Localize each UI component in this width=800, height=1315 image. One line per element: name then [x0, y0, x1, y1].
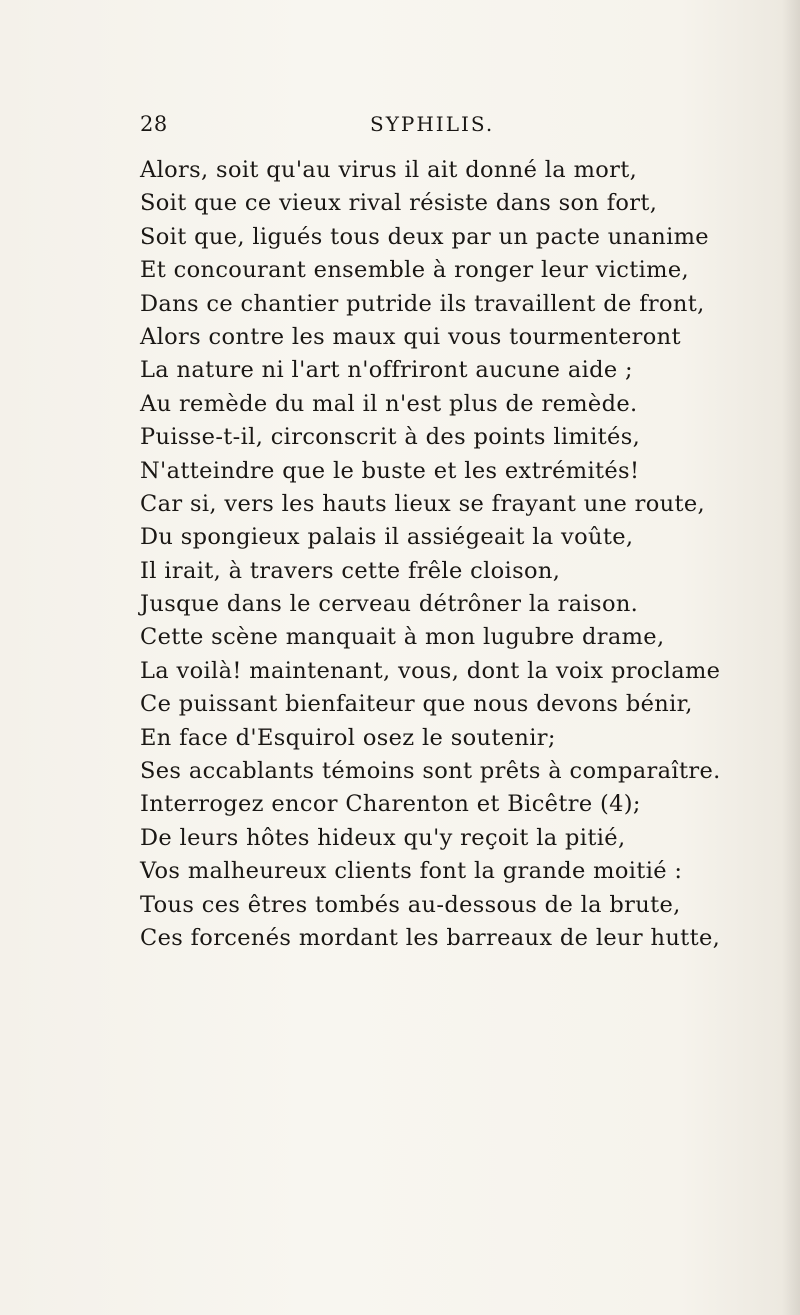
verse-line: Au remède du mal il n'est plus de remède. [140, 390, 638, 417]
page-edge-shadow [782, 0, 800, 1315]
page-header [0, 112, 800, 142]
verse-line: N'atteindre que le buste et les extrémités! [140, 457, 640, 484]
verse-line: Alors contre les maux qui vous tourmenteront [140, 323, 681, 350]
verse-line: Jusque dans le cerveau détrôner la raison. [140, 591, 639, 618]
verse-line: Interrogez encor Charenton et Bicêtre (4); [140, 791, 641, 818]
verse-line: Cette scène manquait à mon lugubre drame, [140, 624, 665, 651]
verse-line: Il irait, à travers cette frêle cloison, [140, 557, 561, 584]
verse-line: Alors, soit qu'au virus il ait donné la mort, [140, 157, 638, 183]
page-number: 28 [140, 112, 168, 136]
verse-line: Puisse-t-il, circonscrit à des points limités, [140, 424, 641, 451]
running-title: SYPHILIS. [370, 112, 495, 136]
verse-line: Du spongieux palais il assiégeait la voûte, [140, 524, 634, 551]
poem-body [140, 154, 740, 955]
verse-line: Ses accablants témoins sont prêts à comparaître. [140, 758, 721, 785]
verse-line: Car si, vers les hauts lieux se frayant une route, [140, 490, 706, 517]
verse-line: Tous ces êtres tombés au-dessous de la brute, [140, 891, 681, 918]
verse-line: Et concourant ensemble à ronger leur victime, [140, 257, 690, 284]
verse-line: En face d'Esquirol osez le soutenir; [140, 724, 556, 751]
verse-line: Dans ce chantier putride ils travaillent de front, [140, 290, 705, 317]
verse-line: Soit que, ligués tous deux par un pacte unanime [140, 223, 709, 250]
verse-line: La nature ni l'art n'offriront aucune aide ; [140, 357, 633, 384]
verse-line: Soit que ce vieux rival résiste dans son fort, [140, 190, 658, 217]
verse-line: Vos malheureux clients font la grande moitié : [140, 858, 683, 885]
verse-line: Ces forcenés mordant les barreaux de leur hutte, [140, 924, 721, 951]
verse-line: La voilà! maintenant, vous, dont la voix proclame [140, 657, 721, 684]
verse-line: De leurs hôtes hideux qu'y reçoit la pitié, [140, 824, 626, 851]
verse-line: Ce puissant bienfaiteur que nous devons bénir, [140, 691, 693, 718]
